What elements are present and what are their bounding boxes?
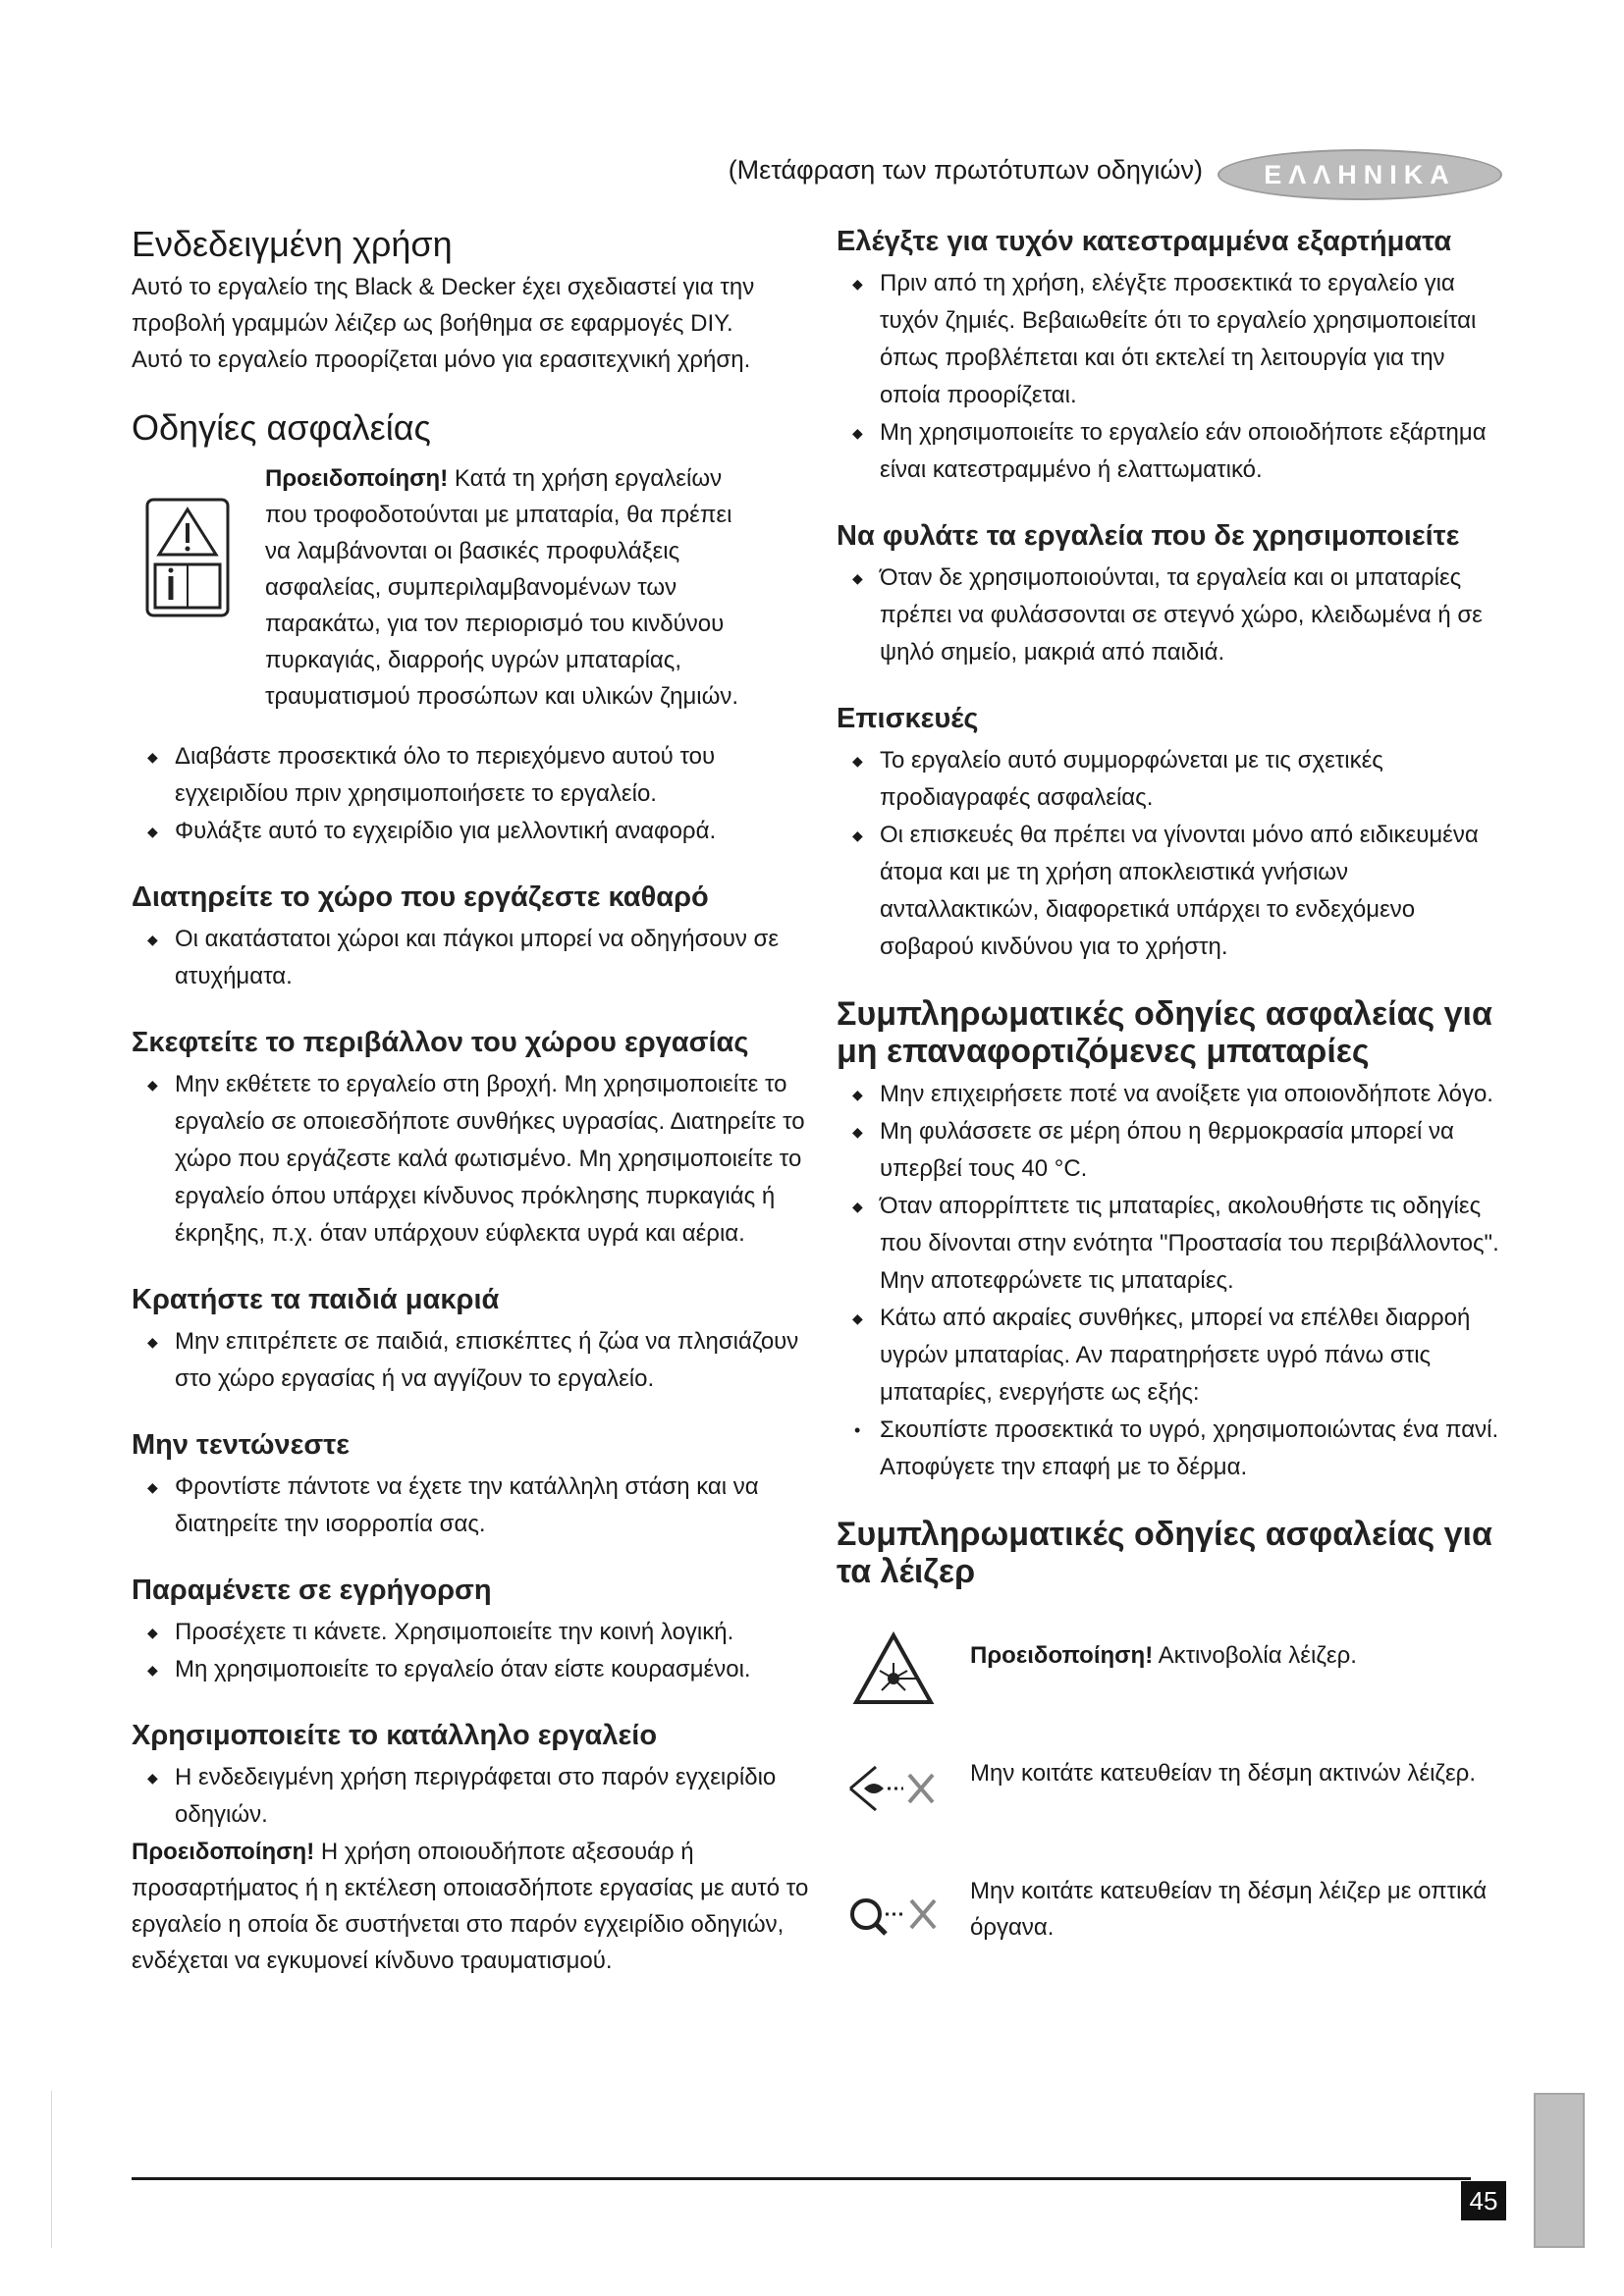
list-item: ◆ Μην εκθέτετε το εργαλείο στη βροχή. Μη χρησιμοποιείτε το εργαλείο σε οποιεσδήποτε συνθήκες υγρασίας. Διατηρείτε το χώρο που εργάζεστε καλά φωτισμένο. Μη χρησιμοποιείτε το εργαλείο όπου υπάρχει κίνδυνος πρόκλησης πυρκαγιάς ή έκρηξης, π.χ. όταν υπάρχουν εύφλεκτα υγρά και αέρια. — [132, 1066, 809, 1253]
intended-use-line: προβολή γραμμών λέιζερ ως βοήθημα σε εφαρμογές DIY. — [132, 310, 733, 337]
list-item: ◆ Μη χρησιμοποιείτε το εργαλείο όταν είστε κουρασμένοι. — [132, 1651, 809, 1688]
safety-warning-text — [265, 460, 809, 715]
safety-section — [132, 407, 809, 850]
environment-section — [132, 1025, 809, 1253]
no-optics-text: Μην κοιτάτε κατευθείαν τη δέσμη λέιζερ με οπτικά όργανα. — [970, 1878, 1488, 1941]
warning-label: Προειδοποίηση! — [132, 1839, 315, 1865]
warning-line: Κατά τη χρήση εργαλείων — [448, 465, 723, 492]
damaged-parts-title: Ελέγξτε για τυχόν κατεστραμμένα εξαρτήματα — [837, 226, 1452, 257]
translation-note: (Μετάφραση των πρωτότυπων οδηγιών) — [728, 155, 1203, 185]
warning-line: παρακάτω, για τον περιορισμό του κινδύνου — [265, 611, 725, 637]
laser-warning-icon — [837, 1631, 954, 1710]
list-item: ◆ Μην επιτρέπετε σε παιδιά, επισκέπτες ή ζώα να πλησιάζουν στο χώρο εργασίας ή να αγγίζουν το εργαλείο. — [132, 1323, 809, 1398]
right-tool-title: Χρησιμοποιείτε το κατάλληλο εργαλείο — [132, 1720, 658, 1751]
list-item: ◆ Οι ακατάστατοι χώροι και πάγκοι μπορεί να οδηγήσουν σε ατυχήματα. — [132, 921, 809, 995]
page-header — [728, 145, 1512, 204]
list-item: ◆ Διαβάστε προσεκτικά όλο το περιεχόμενο αυτού του εγχειριδίου πριν χρησιμοποιήσετε το εργαλείο. — [132, 738, 809, 813]
warning-line: τραυματισμού προσώπων και υλικών ζημιών. — [265, 683, 739, 710]
intended-use-section — [132, 224, 809, 378]
list-item: ◆ Κάτω από ακραίες συνθήκες, μπορεί να επέλθει διαρροή υγρών μπαταρίας. Αν παρατηρήσετε υγρό πάνω στις μπαταρίες, ενεργήστε ως εξής: — [837, 1300, 1504, 1412]
margin-line — [51, 2091, 52, 2248]
language-tab: ΕΛΛΗΝΙΚΑ — [1218, 149, 1502, 200]
laser-warning-text — [970, 1631, 1357, 1674]
left-column — [132, 224, 809, 2008]
list-item: ◆ Η ενδεδειγμένη χρήση περιγράφεται στο παρόν εγχειρίδιο οδηγιών. — [132, 1759, 809, 1834]
right-tool-section — [132, 1718, 809, 1979]
list-item: ◆ Φυλάξτε αυτό το εγχειρίδιο για μελλοντική αναφορά. — [132, 813, 809, 850]
laser-radiation-warning — [837, 1631, 1504, 1710]
intended-use-line: Αυτό το εργαλείο της Black & Decker έχει σχεδιαστεί για την — [132, 274, 755, 300]
safety-warning — [132, 460, 809, 715]
children-title: Κρατήστε τα παιδιά μακριά — [132, 1284, 500, 1315]
children-section — [132, 1282, 809, 1398]
warning-label: Προειδοποίηση! — [970, 1642, 1154, 1669]
list-item: ◆ Όταν απορρίπτετε τις μπαταρίες, ακολουθήστε τις οδηγίες που δίνονται στην ενότητα "Προστασία του περιβάλλοντος". Μην αποτεφρώνετε τις μπαταρίες. — [837, 1188, 1504, 1300]
clean-area-title: Διατηρείτε το χώρο που εργάζεστε καθαρό — [132, 881, 709, 913]
warning-text: Ακτινοβολία λέιζερ. — [1153, 1642, 1357, 1669]
eye-no-stare-icon — [837, 1749, 954, 1828]
environment-title: Σκεφτείτε το περιβάλλον του χώρου εργασίας — [132, 1027, 749, 1058]
batteries-section — [837, 995, 1504, 1486]
repairs-title: Επισκευές — [837, 703, 979, 734]
intended-use-title: Ενδεδειγμένη χρήση — [132, 224, 453, 264]
overreach-section — [132, 1427, 809, 1543]
alert-title: Παραμένετε σε εγρήγορση — [132, 1575, 492, 1606]
safety-list — [132, 738, 809, 850]
right-column — [837, 224, 1504, 1985]
warning-text: Η χρήση οποιουδήποτε αξεσουάρ ή προσαρτήματος ή η εκτέλεση οποιασδήποτε εργασίας με αυτό το εργαλείο η οποία δε συστήνεται στο παρόν εγχειρίδιο οδηγιών, ενδέχεται να εγκυμονεί κίνδυνο τραυματισμού. — [132, 1839, 809, 1974]
list-item: ◆ Μη φυλάσσετε σε μέρη όπου η θερμοκρασία μπορεί να υπερβεί τους 40 °C. — [837, 1113, 1504, 1188]
warning-line: να λαμβάνονται οι βασικές προφυλάξεις — [265, 538, 680, 564]
lasers-title: Συμπληρωματικές οδηγίες ασφαλείας για τα λέιζερ — [837, 1516, 1492, 1590]
list-item: ◆ Μη χρησιμοποιείτε το εργαλείο εάν οποιοδήποτε εξάρτημα είναι κατεστραμμένο ή ελαττωματικό. — [837, 414, 1504, 489]
list-item: ◆ Το εργαλείο αυτό συμμορφώνεται με τις σχετικές προδιαγραφές ασφαλείας. — [837, 742, 1504, 817]
warning-line: που τροφοδοτούνται με μπαταρία, θα πρέπει — [265, 502, 732, 528]
lasers-section — [837, 1516, 1504, 1946]
list-sub-item: • Σκουπίστε προσεκτικά το υγρό, χρησιμοποιώντας ένα πανί. Αποφύγετε την επαφή με το δέρμα. — [837, 1412, 1504, 1486]
no-stare-notice — [837, 1749, 1504, 1828]
overreach-title: Μην τεντώνεστε — [132, 1429, 350, 1461]
list-item: ◆ Πριν από τη χρήση, ελέγξτε προσεκτικά το εργαλείο για τυχόν ζημιές. Βεβαιωθείτε ότι το εργαλείο χρησιμοποιείται όπως προβλέπεται και ότι εκτελεί τη λειτουργία για την οποία προορίζεται. — [837, 265, 1504, 414]
warning-line: ασφαλείας, συμπεριλαμβανομένων των — [265, 574, 677, 601]
storage-title: Να φυλάτε τα εργαλεία που δε χρησιμοποιείτε — [837, 520, 1460, 552]
warning-label: Προειδοποίηση! — [265, 465, 449, 492]
no-stare-text: Μην κοιτάτε κατευθείαν τη δέσμη ακτινών λέιζερ. — [970, 1760, 1477, 1787]
clean-area-section — [132, 880, 809, 995]
list-item: ◆ Φροντίστε πάντοτε να έχετε την κατάλληλη στάση και να διατηρείτε την ισορροπία σας. — [132, 1468, 809, 1543]
warning-line: πυρκαγιάς, διαρροής υγρών μπαταρίας, — [265, 647, 682, 673]
footer-rule — [132, 2177, 1471, 2180]
page-number: 45 — [1461, 2181, 1506, 2220]
storage-section — [837, 518, 1504, 671]
alert-section — [132, 1573, 809, 1688]
list-item: ◆ Μην επιχειρήσετε ποτέ να ανοίξετε για οποιονδήποτε λόγο. — [837, 1076, 1504, 1113]
list-item: ◆ Προσέχετε τι κάνετε. Χρησιμοποιείτε την κοινή λογική. — [132, 1614, 809, 1651]
repairs-section — [837, 701, 1504, 966]
no-optics-notice — [837, 1867, 1504, 1946]
read-manual-warning-icon — [145, 498, 230, 617]
safety-title: Οδηγίες ασφαλείας — [132, 407, 431, 448]
list-item: ◆ Οι επισκευές θα πρέπει να γίνονται μόνο από ειδικευμένα άτομα και με τη χρήση αποκλειστικά γνήσιων ανταλλακτικών, διαφορετικά υπάρχει το ενδεχόμενο σοβαρού κινδύνου για το χρήστη. — [837, 817, 1504, 966]
list-item: ◆ Όταν δε χρησιμοποιούνται, τα εργαλεία και οι μπαταρίες πρέπει να φυλάσσονται σε στεγνό χώρο, κλειδωμένα ή σε ψηλό σημείο, μακριά από παιδιά. — [837, 560, 1504, 671]
right-tool-warning — [132, 1834, 809, 1979]
thumb-tab — [1534, 2093, 1585, 2248]
damaged-parts-section — [837, 224, 1504, 489]
magnifier-no-optics-icon — [837, 1867, 954, 1946]
batteries-title: Συμπληρωματικές οδηγίες ασφαλείας για μη επαναφορτιζόμενες μπαταρίες — [837, 995, 1492, 1070]
intended-use-line: Αυτό το εργαλείο προορίζεται μόνο για ερασιτεχνική χρήση. — [132, 347, 751, 373]
